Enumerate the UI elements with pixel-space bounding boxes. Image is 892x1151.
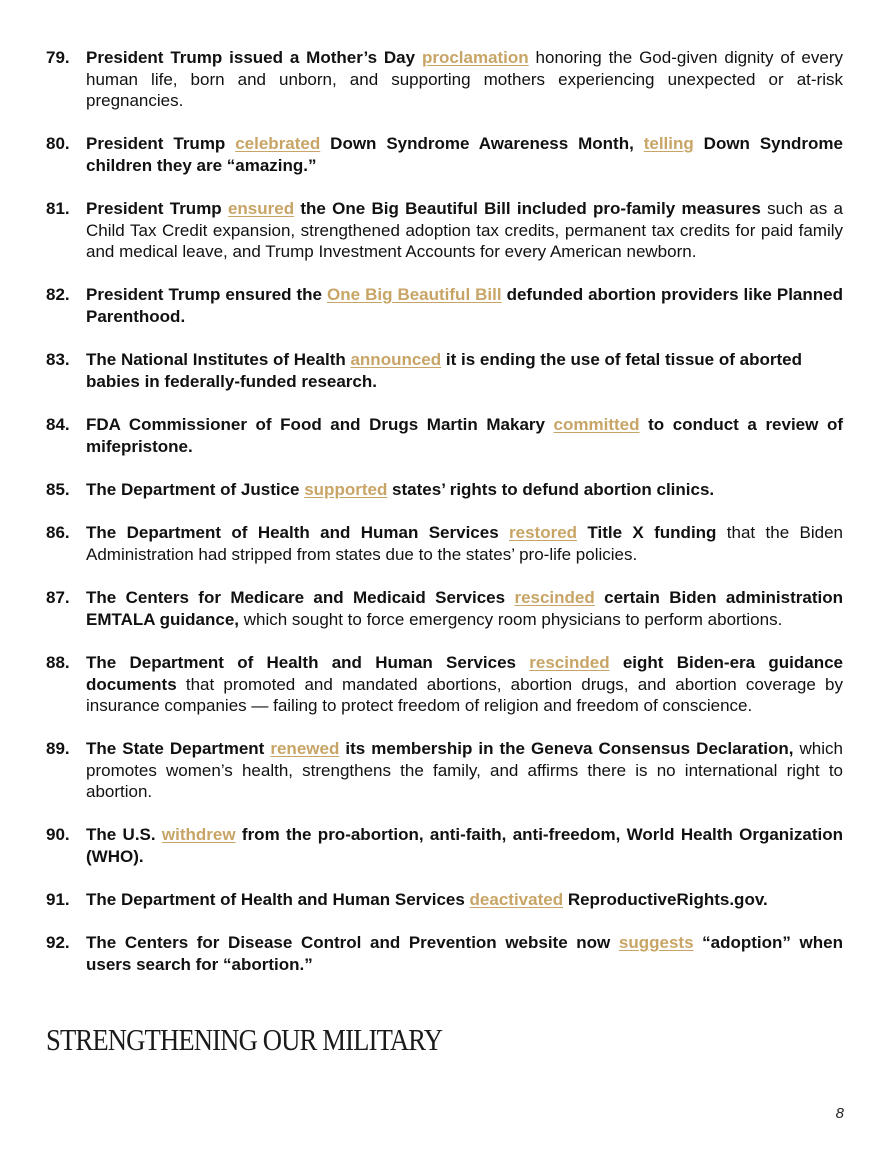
item-number: 89. [46, 739, 70, 758]
list-item-83 [46, 349, 843, 414]
item-number: 83. [46, 350, 70, 369]
item-text [86, 349, 843, 392]
bold-text: certain Biden administration EMTALA guidance, [86, 588, 843, 629]
bold-text: President Trump issued a Mother’s Day [86, 48, 422, 67]
bold-text: The State Department [86, 739, 271, 758]
bold-text: FDA Commissioner of Food and Drugs Martin Makary [86, 415, 554, 434]
item-text [86, 284, 843, 327]
bold-text: Down Syndrome Awareness Month, [320, 134, 644, 153]
item-number: 88. [46, 653, 70, 672]
item-number: 84. [46, 415, 70, 434]
list-item-85 [46, 479, 843, 522]
bold-text: The Department of Justice [86, 480, 305, 499]
list-item-84 [46, 414, 843, 479]
bold-text: defunded abortion providers like Planned Parenthood. [86, 285, 843, 326]
body-text: that promoted and mandated abortions, abortion drugs, and abortion coverage by insurance companies — failing to protect freedom of religion and freedom of conscience. [86, 674, 843, 716]
item-text [86, 522, 843, 565]
item-number: 86. [46, 523, 70, 542]
item-number: 90. [46, 825, 70, 844]
item-text [86, 889, 843, 911]
item-text [86, 652, 843, 717]
link-rescinded-guidance[interactable]: rescinded [529, 653, 610, 672]
item-number: 92. [46, 933, 70, 952]
item-text [86, 47, 843, 112]
list-item-89 [46, 738, 843, 824]
link-supported[interactable]: supported [304, 480, 388, 499]
bold-text: states’ rights to defund abortion clinics. [387, 480, 715, 499]
item-number: 79. [46, 48, 70, 67]
bold-text: Down Syndrome children they are “amazing.” [86, 134, 843, 175]
link-one-big-beautiful-bill[interactable]: One Big Beautiful Bill [327, 285, 502, 304]
bold-text: The Centers for Disease Control and Prevention website now [86, 933, 619, 952]
body-text: such as a Child Tax Credit expansion, strengthened adoption tax credits, permanent tax credits for paid family and medical leave, and Trump Investment Accounts for every American newborn. [86, 199, 843, 262]
bold-text: The Department of Health and Human Services [86, 653, 530, 672]
bold-text: ReproductiveRights.gov. [563, 890, 768, 909]
link-ensured[interactable]: ensured [227, 199, 295, 218]
list-item-90 [46, 824, 843, 889]
list-item-87 [46, 587, 843, 652]
body-text: honoring the God-given dignity of every human life, born and unborn, and supporting mothers experiencing unexpected or at-risk pregnancies. [86, 48, 843, 111]
bold-text: its membership in the Geneva Consensus Declaration, [339, 739, 794, 758]
item-text [86, 738, 843, 803]
bold-text: President Trump [86, 199, 228, 218]
item-number: 87. [46, 588, 70, 607]
link-renewed[interactable]: renewed [270, 739, 340, 758]
list-item-86 [46, 522, 843, 587]
link-telling[interactable]: telling [643, 134, 694, 153]
body-text: which sought to force emergency room physicians to perform abortions. [239, 609, 783, 629]
body-text: that the Biden Administration had stripped from states due to the states’ pro-life policies. [86, 523, 843, 564]
bold-text: The U.S. [86, 825, 162, 844]
bold-text: it is ending the use of fetal tissue of aborted babies in federally-funded research. [86, 350, 802, 391]
link-restored[interactable]: restored [509, 523, 578, 542]
bold-text: “adoption” when users search for “abortion.” [86, 933, 843, 974]
item-number: 91. [46, 890, 70, 909]
item-text [86, 824, 843, 867]
bold-text: The Department of Health and Human Services [86, 523, 510, 542]
list-item-79 [46, 47, 843, 133]
list-item-91 [46, 889, 843, 932]
list-item-82 [46, 284, 843, 349]
bold-text: the One Big Beautiful Bill included pro-family measures [294, 199, 761, 218]
link-withdrew[interactable]: withdrew [161, 825, 236, 844]
link-announced[interactable]: announced [350, 350, 442, 369]
list-item-92 [46, 932, 843, 997]
bold-text: President Trump [86, 134, 236, 153]
page-number: 8 [835, 1105, 844, 1122]
list-item-81 [46, 198, 843, 284]
list-item-80 [46, 133, 843, 198]
bold-text: to conduct a review of mifepristone. [86, 415, 843, 456]
item-number: 81. [46, 199, 70, 218]
item-text [86, 198, 843, 263]
link-committed[interactable]: committed [553, 415, 640, 434]
bold-text: from the pro-abortion, anti-faith, anti-freedom, World Health Organization (WHO). [86, 825, 844, 866]
bold-text: President Trump ensured the [86, 285, 328, 304]
bold-text: The National Institutes of Health [86, 350, 351, 369]
accomplishment-list [46, 47, 843, 997]
item-text [86, 133, 843, 176]
link-rescinded[interactable]: rescinded [514, 588, 595, 607]
link-deactivated[interactable]: deactivated [469, 890, 564, 909]
body-text: which promotes women’s health, strengthens the family, and affirms there is no international right to abortion. [86, 739, 843, 802]
list-item-88 [46, 652, 843, 738]
bold-text: Title X funding [577, 523, 717, 542]
item-number: 82. [46, 285, 70, 304]
link-proclamation[interactable]: proclamation [421, 48, 529, 67]
section-heading: STRENGTHENING OUR MILITARY [46, 1022, 443, 1057]
link-suggests[interactable]: suggests [618, 933, 694, 952]
bold-text: eight Biden-era guidance documents [86, 653, 844, 694]
item-text [86, 587, 843, 630]
item-number: 80. [46, 134, 70, 153]
item-text [86, 479, 843, 501]
bold-text: The Centers for Medicare and Medicaid Services [86, 588, 515, 607]
bold-text: The Department of Health and Human Services [86, 890, 470, 909]
item-number: 85. [46, 480, 70, 499]
item-text [86, 414, 843, 457]
link-celebrated[interactable]: celebrated [235, 134, 321, 153]
item-text [86, 932, 843, 975]
